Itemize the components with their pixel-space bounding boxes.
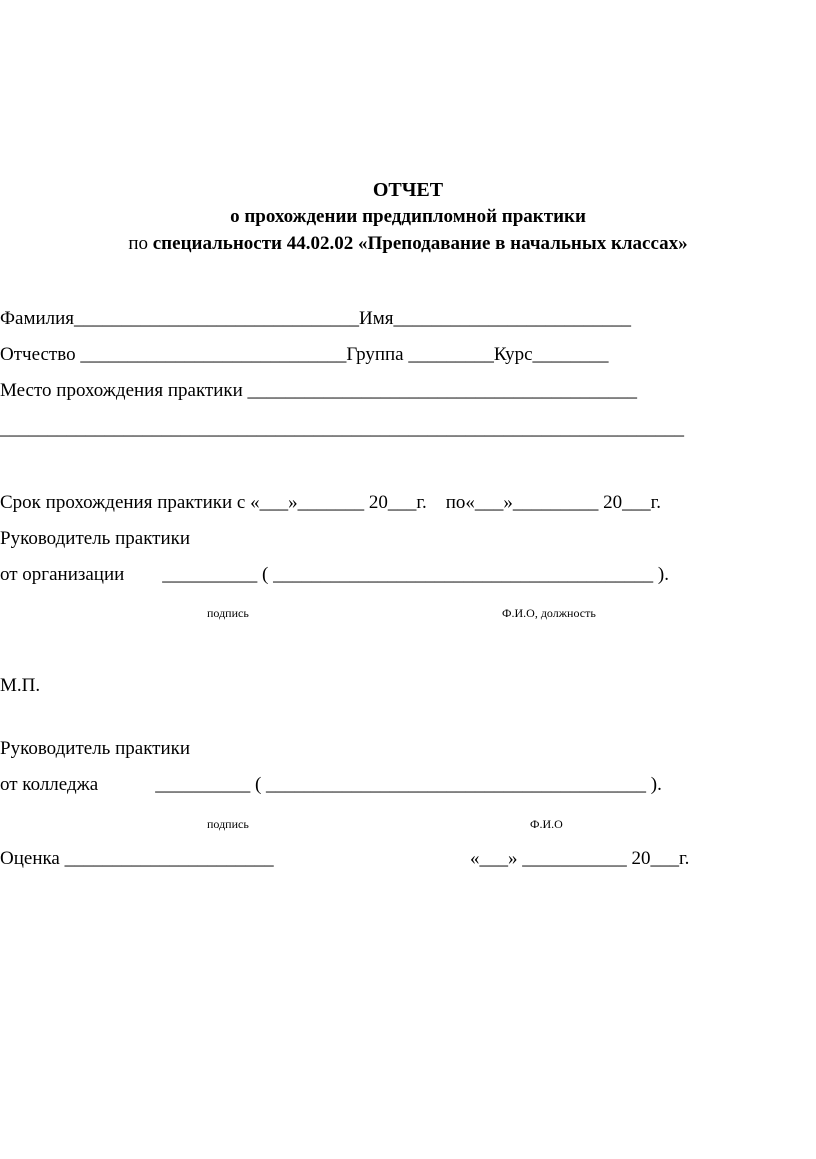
patronymic-group-course-line: Отчество ____________________________Группа _________Курс________ xyxy=(0,344,609,365)
college-supervisor-signature-line: от колледжа __________ ( ________________________________________ ). xyxy=(0,774,662,795)
org-supervisor-signature-line: от организации __________ ( ________________________________________ ). xyxy=(0,564,669,585)
grade-line: Оценка ______________________ xyxy=(0,848,274,869)
practice-place-line: Место прохождения практики _________________________________________ xyxy=(0,380,638,401)
grade-date-line: «___» ___________ 20___г. xyxy=(470,848,690,869)
specialty-text: специальности 44.02.02 «Преподавание в начальных классах» xyxy=(152,233,688,254)
document-subtitle: о прохождении преддипломной практики xyxy=(230,206,586,227)
practice-place-continuation-line: ________________________________________________________________________ xyxy=(0,418,684,439)
college-name-caption: Ф.И.О xyxy=(530,817,563,831)
practice-term-line: Срок прохождения практики с «___»_______ 20___г. по«___»_________ 20___г. xyxy=(0,492,662,513)
surname-name-line: Фамилия______________________________Имя_________________________ xyxy=(0,308,632,329)
org-supervisor-label: Руководитель практики xyxy=(0,528,191,549)
college-supervisor-label: Руководитель практики xyxy=(0,738,191,759)
college-signature-caption: подпись xyxy=(207,817,249,831)
stamp-label: М.П. xyxy=(0,675,41,696)
org-name-position-caption: Ф.И.О, должность xyxy=(502,606,596,620)
specialty-prefix: по xyxy=(128,233,153,254)
specialty-line xyxy=(0,234,816,253)
document-title: ОТЧЕТ xyxy=(372,179,444,201)
org-signature-caption: подпись xyxy=(207,606,249,620)
